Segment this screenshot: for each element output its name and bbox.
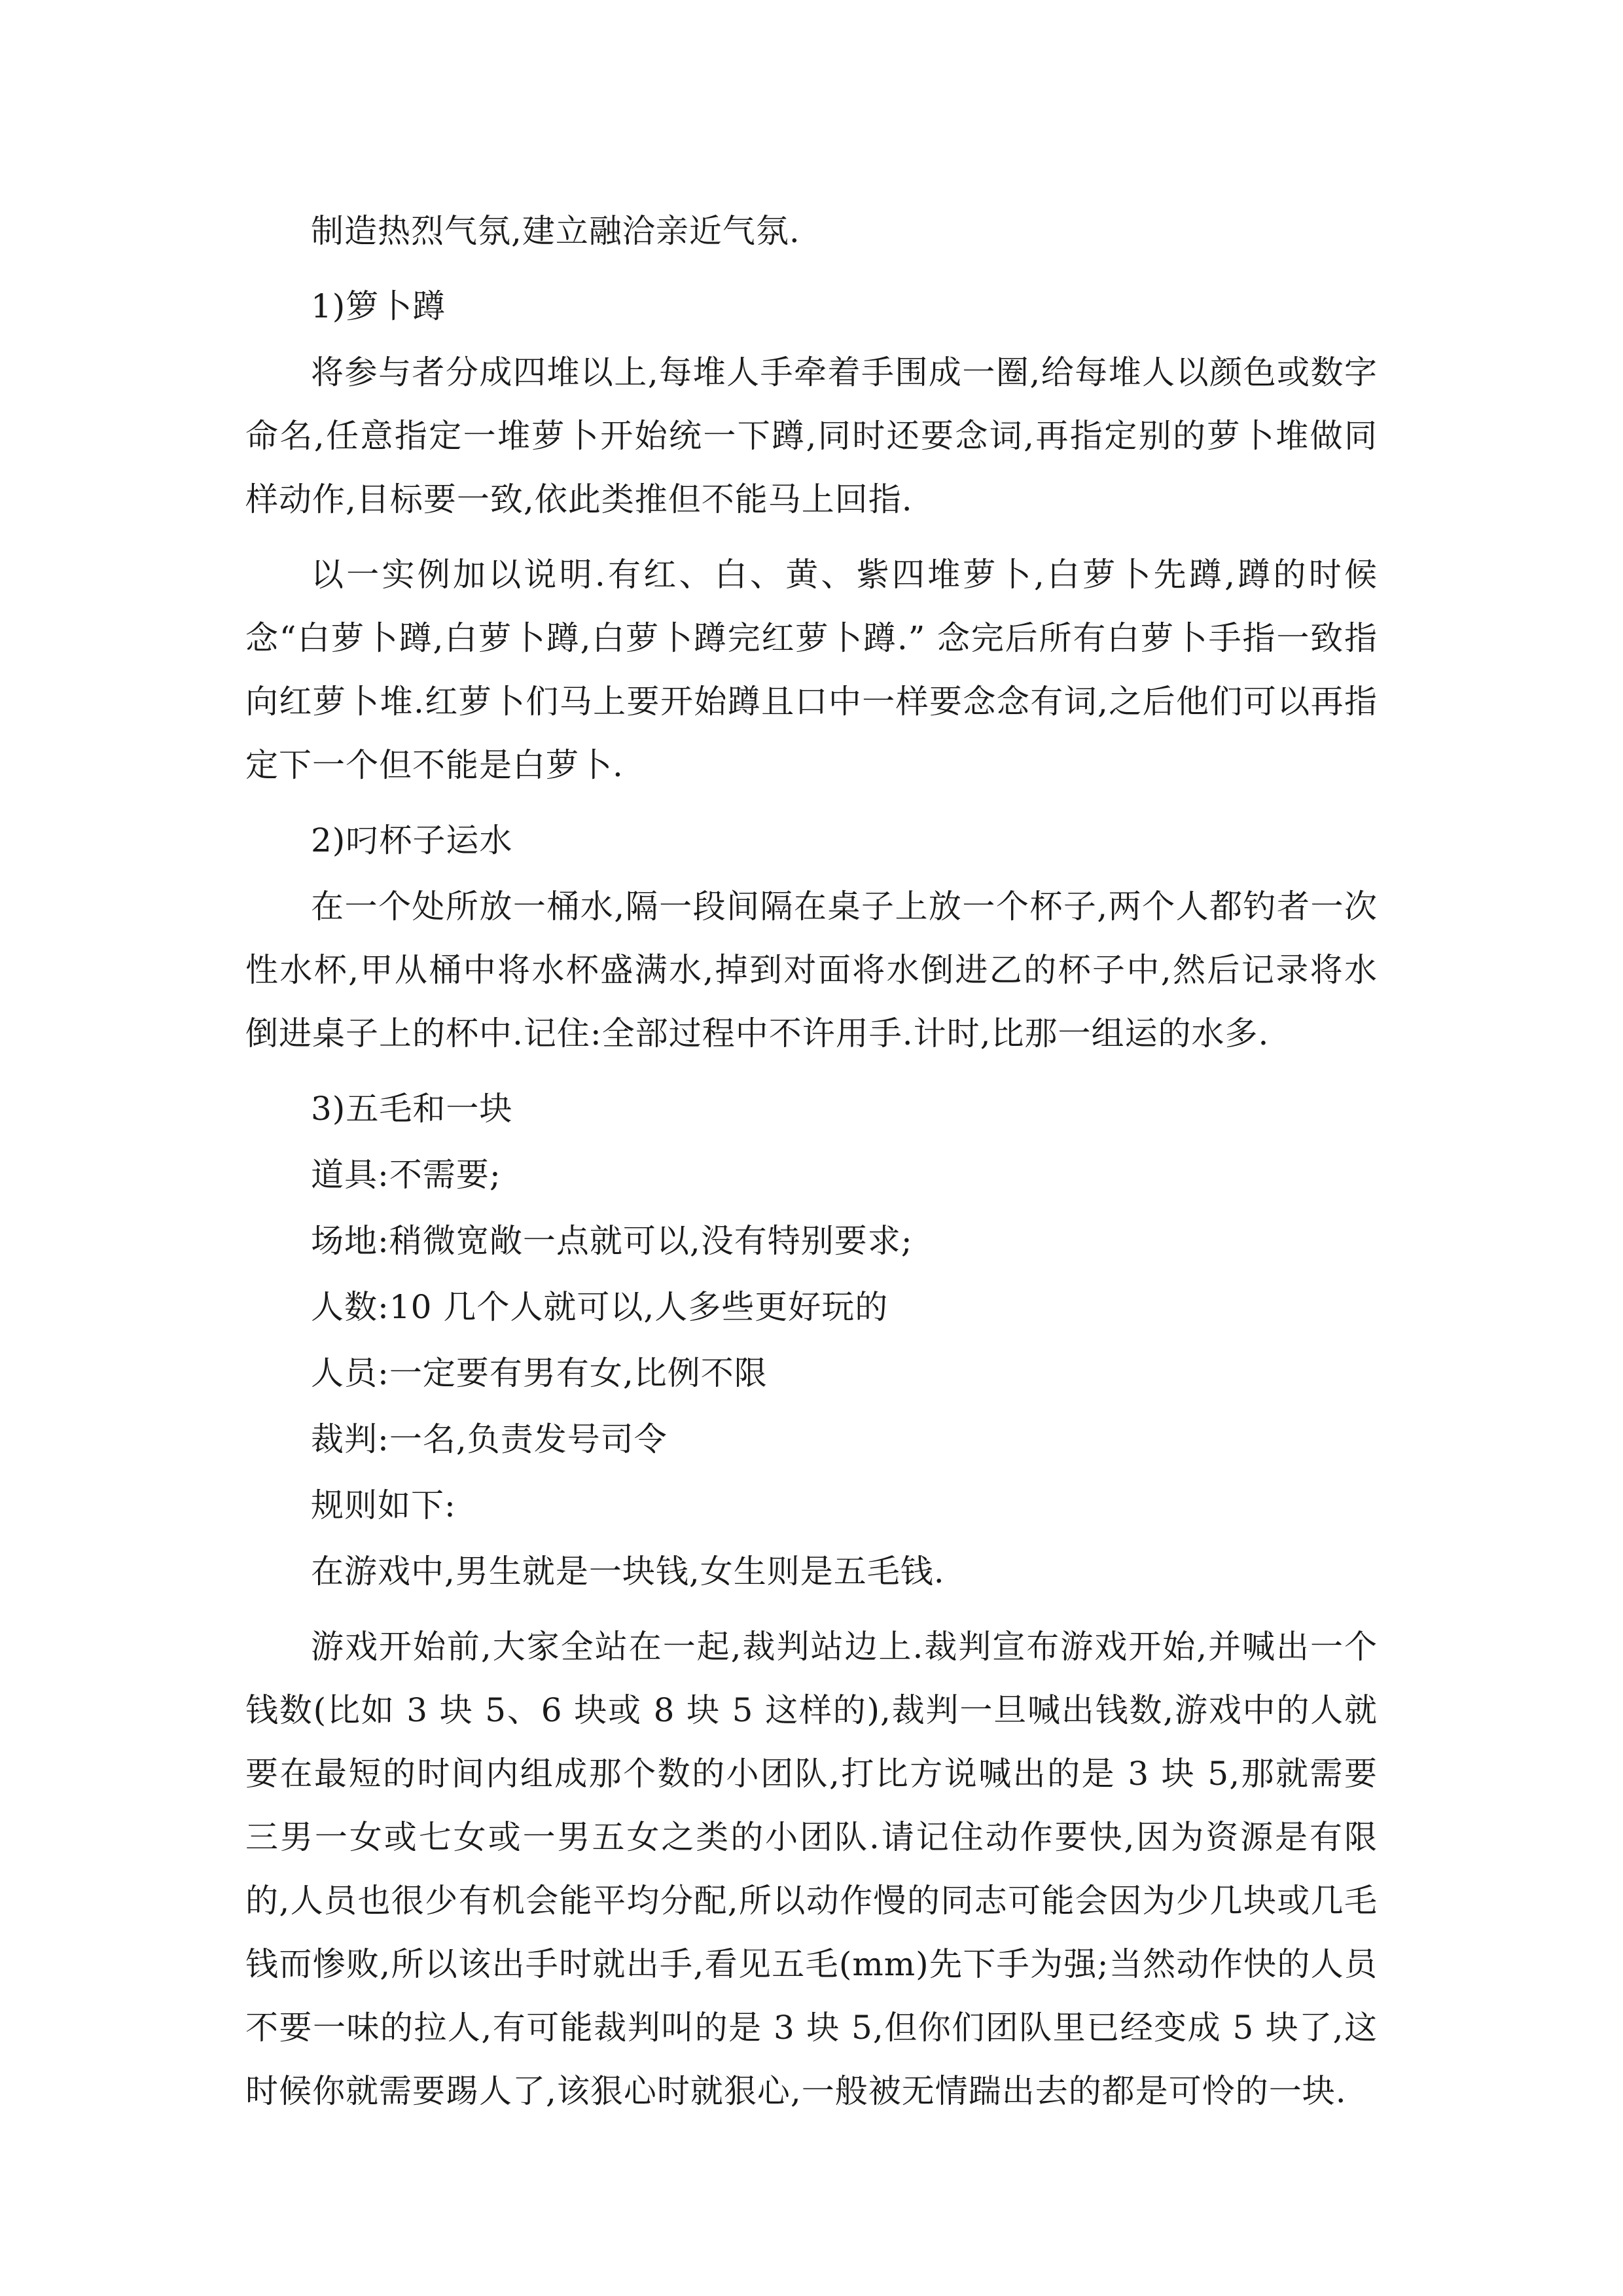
paragraph-radish-example: 以一实例加以说明.有红、白、黄、紫四堆萝卜,白萝卜先蹲,蹲的时候念“白萝卜蹲,白萝卜蹲,白萝卜蹲完红萝卜蹲.” 念完后所有白萝卜手指一致指向红萝卜堆.红萝卜们马上要开始蹲且口中一样要念念有词,之后他们可以再指定下一个但不能是白萝卜. bbox=[245, 556, 1378, 784]
line-headcount: 人数:10 几个人就可以,人多些更好玩的 bbox=[311, 1288, 889, 1326]
section-heading-cup-water: 2)叼杯子运水 bbox=[311, 821, 513, 859]
document-body bbox=[245, 200, 1378, 2135]
paragraph-intro: 制造热烈气氛,建立融洽亲近气氛. bbox=[311, 212, 800, 250]
line-props: 道具:不需要; bbox=[311, 1156, 501, 1194]
line-rules-intro: 规则如下: bbox=[311, 1486, 456, 1524]
paragraph-game-procedure: 游戏开始前,大家全站在一起,裁判站边上.裁判宣布游戏开始,并喊出一个钱数(比如 3 块 5、6 块或 8 块 5 这样的),裁判一旦喊出钱数,游戏中的人就要在最短的时间内组成那个数的小团队,打比方说喊出的是 3 块 5,那就需要三男一女或七女或一男五女之类的小团队.请记住动作要快,因为资源是有限的,人员也很少有机会能平均分配,所以动作慢的同志可能会因为少几块或几毛钱而惨败,所以该出手时就出手,看见五毛(mm)先下手为强;当然动作快的人员不要一味的拉人,有可能裁判叫的是 3 块 5,但你们团队里已经变成 5 块了,这时候你就需要踢人了,该狠心时就狠心,一般被无情踹出去的都是可怜的一块. bbox=[245, 1628, 1378, 2110]
section-heading-fifty-cents-one-yuan: 3)五毛和一块 bbox=[311, 1090, 513, 1128]
section-heading-radish-squat: 1)箩卜蹲 bbox=[311, 287, 446, 325]
paragraph-money-values: 在游戏中,男生就是一块钱,女生则是五毛钱. bbox=[311, 1552, 945, 1590]
line-participants: 人员:一定要有男有女,比例不限 bbox=[311, 1354, 768, 1392]
line-venue: 场地:稍微宽敞一点就可以,没有特别要求; bbox=[311, 1222, 913, 1260]
paragraph-cup-water-rules: 在一个处所放一桶水,隔一段间隔在桌子上放一个杯子,两个人都钓者一次性水杯,甲从桶中将水杯盛满水,掉到对面将水倒进乙的杯子中,然后记录将水倒进桌子上的杯中.记住:全部过程中不许用手.计时,比那一组运的水多. bbox=[245, 888, 1378, 1052]
paragraph-radish-rules: 将参与者分成四堆以上,每堆人手牵着手围成一圈,给每堆人以颜色或数字命名,任意指定一堆萝卜开始统一下蹲,同时还要念词,再指定别的萝卜堆做同样动作,目标要一致,依此类推但不能马上回指. bbox=[245, 353, 1378, 518]
line-referee: 裁判:一名,负责发号司令 bbox=[311, 1420, 668, 1458]
